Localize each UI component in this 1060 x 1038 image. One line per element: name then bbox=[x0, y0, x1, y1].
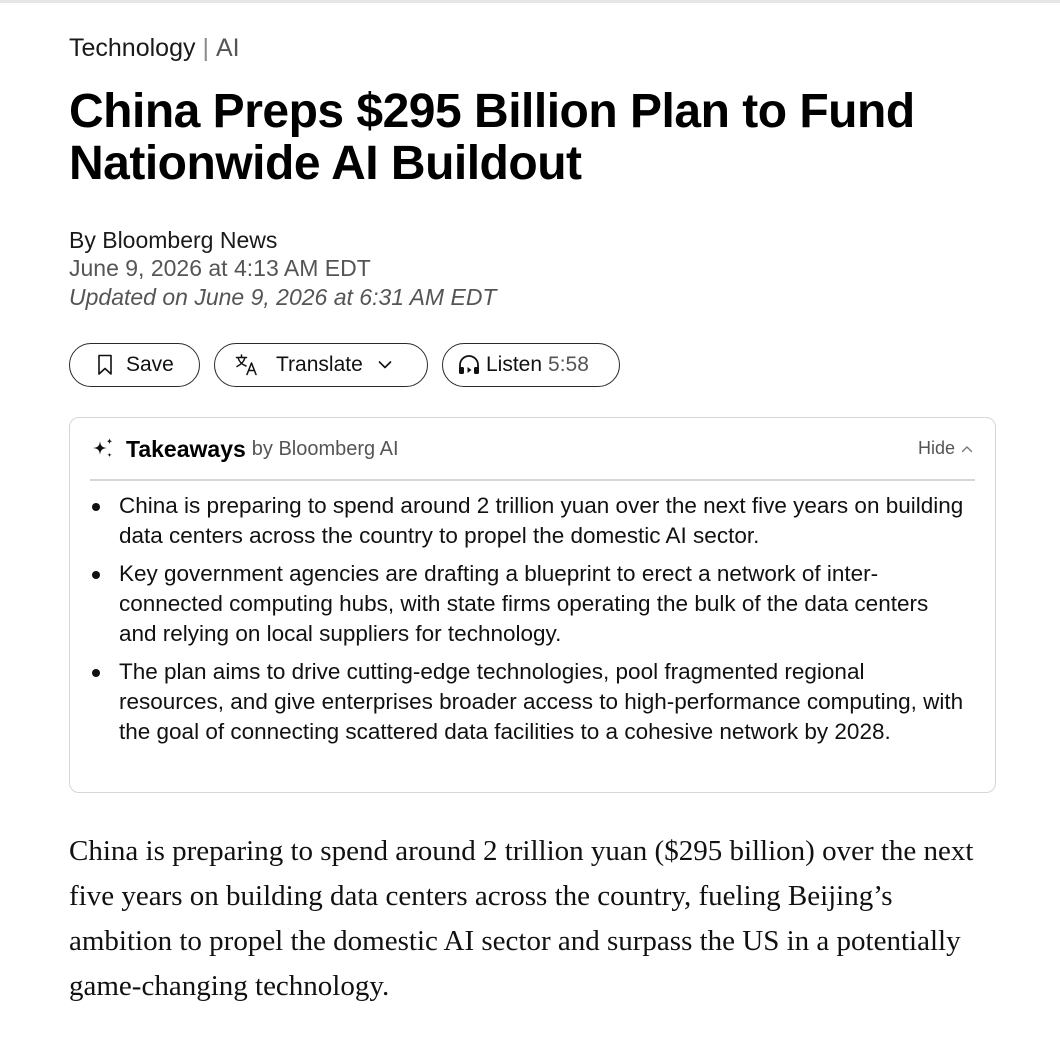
translate-label: Translate bbox=[276, 353, 363, 376]
top-divider bbox=[0, 0, 1060, 3]
listen-label: Listen bbox=[486, 353, 543, 376]
article bbox=[69, 30, 996, 1038]
takeaway-item bbox=[90, 491, 970, 551]
section-breadcrumb bbox=[69, 30, 996, 66]
takeaways-panel bbox=[69, 417, 996, 793]
hide-label: Hide bbox=[917, 438, 955, 458]
takeaway-text: China is preparing to spend around 2 trillion yuan over the next five years on building data centers across the country to propel the domestic AI sector. bbox=[119, 493, 964, 548]
breadcrumb-separator: | bbox=[202, 34, 209, 62]
translate-dropdown[interactable] bbox=[214, 343, 428, 387]
sparkle-icon bbox=[91, 437, 115, 461]
published-date: June 9, 2026 at 4:13 AM EDT bbox=[69, 255, 371, 281]
takeaway-item bbox=[90, 559, 970, 649]
chevron-up-icon bbox=[961, 445, 973, 453]
updated-date: Updated on June 9, 2026 at 6:31 AM EDT bbox=[69, 284, 497, 310]
takeaways-title: Takeaways bbox=[126, 435, 246, 462]
takeaway-text: Key government agencies are drafting a blueprint to erect a network of inter-connected computing hubs, with state firms operating the bulk of the data centers and relying on local suppliers for technology. bbox=[119, 561, 929, 646]
section-subcategory-link[interactable]: AI bbox=[215, 34, 240, 62]
article-headline: China Preps $295 Billion Plan to Fund Nationwide AI Buildout bbox=[69, 85, 915, 190]
translate-icon bbox=[235, 354, 259, 376]
listen-button[interactable] bbox=[442, 343, 620, 387]
takeaways-divider bbox=[90, 479, 975, 481]
listen-duration: 5:58 bbox=[548, 353, 589, 376]
save-label: Save bbox=[126, 353, 174, 376]
article-toolbar bbox=[69, 343, 996, 387]
article-lede-paragraph: China is preparing to spend around 2 trillion yuan ($295 billion) over the next five years on building data centers across the country, fueling Beijing’s ambition to propel the domestic AI sector and surpass the US in a potentially game-changing technology. bbox=[69, 835, 974, 1002]
bullet-icon bbox=[92, 503, 100, 511]
takeaways-header bbox=[91, 434, 399, 464]
headphones-icon bbox=[457, 354, 481, 376]
takeaway-item bbox=[90, 657, 970, 747]
bookmark-icon bbox=[97, 354, 113, 376]
hide-takeaways-button[interactable] bbox=[918, 438, 973, 459]
takeaways-list bbox=[90, 491, 970, 755]
article-byline[interactable]: By Bloomberg News bbox=[69, 227, 278, 253]
section-category-link[interactable]: Technology bbox=[69, 34, 196, 62]
chevron-down-icon bbox=[378, 360, 392, 370]
bullet-icon bbox=[92, 669, 100, 677]
save-button[interactable] bbox=[69, 343, 200, 387]
takeaway-text: The plan aims to drive cutting-edge technologies, pool fragmented regional resources, and give enterprises broader access to high-performance computing, with the goal of connecting scattered data facilities to a cohesive network by 2028. bbox=[119, 659, 964, 744]
bullet-icon bbox=[92, 571, 100, 579]
takeaways-attribution: by Bloomberg AI bbox=[251, 437, 399, 460]
